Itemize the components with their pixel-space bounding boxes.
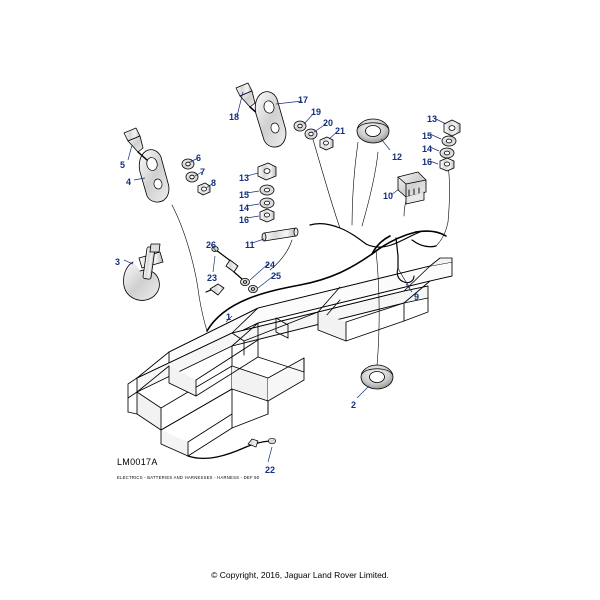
callout-label: 22	[265, 465, 276, 475]
callout-label: 16	[422, 157, 433, 167]
callout-label: 3	[115, 257, 121, 267]
copyright-notice: © Copyright, 2016, Jaguar Land Rover Limited.	[211, 570, 389, 580]
callout-label: 24	[265, 260, 276, 270]
callout-label: 26	[206, 240, 217, 250]
callout-label: 6	[196, 153, 202, 163]
callout-label: 12	[392, 152, 403, 162]
diagram-caption: ELECTRICS - BATTERIES AND HARNESSES - HARNESS - DEF 90	[117, 475, 260, 480]
callout-label: 16	[239, 215, 250, 225]
callout-label: 21	[335, 126, 346, 136]
callout-label: 20	[323, 118, 334, 128]
callout-label: 18	[229, 112, 240, 122]
callout-label: 2	[351, 400, 357, 410]
part-code: LM0017A	[117, 457, 158, 467]
callout-label: 9	[414, 292, 420, 302]
callout-label: 1	[226, 312, 232, 322]
callout-label: 11	[245, 240, 255, 250]
callout-label: 17	[298, 95, 309, 105]
callout-label: 14	[239, 203, 250, 213]
callout-label: 7	[200, 167, 206, 177]
callout-label: 4	[126, 177, 132, 187]
callout-label: 10	[383, 191, 394, 201]
callout-label: 25	[271, 271, 282, 281]
callout-label: 14	[422, 144, 433, 154]
callout-label: 15	[422, 131, 433, 141]
callout-label: 13	[239, 173, 250, 183]
callout-label: 23	[207, 273, 218, 283]
callout-label: 13	[427, 114, 438, 124]
callout-label: 15	[239, 190, 250, 200]
callout-label: 8	[211, 178, 217, 188]
callout-label: 5	[120, 160, 126, 170]
callout-label: 19	[311, 107, 322, 117]
